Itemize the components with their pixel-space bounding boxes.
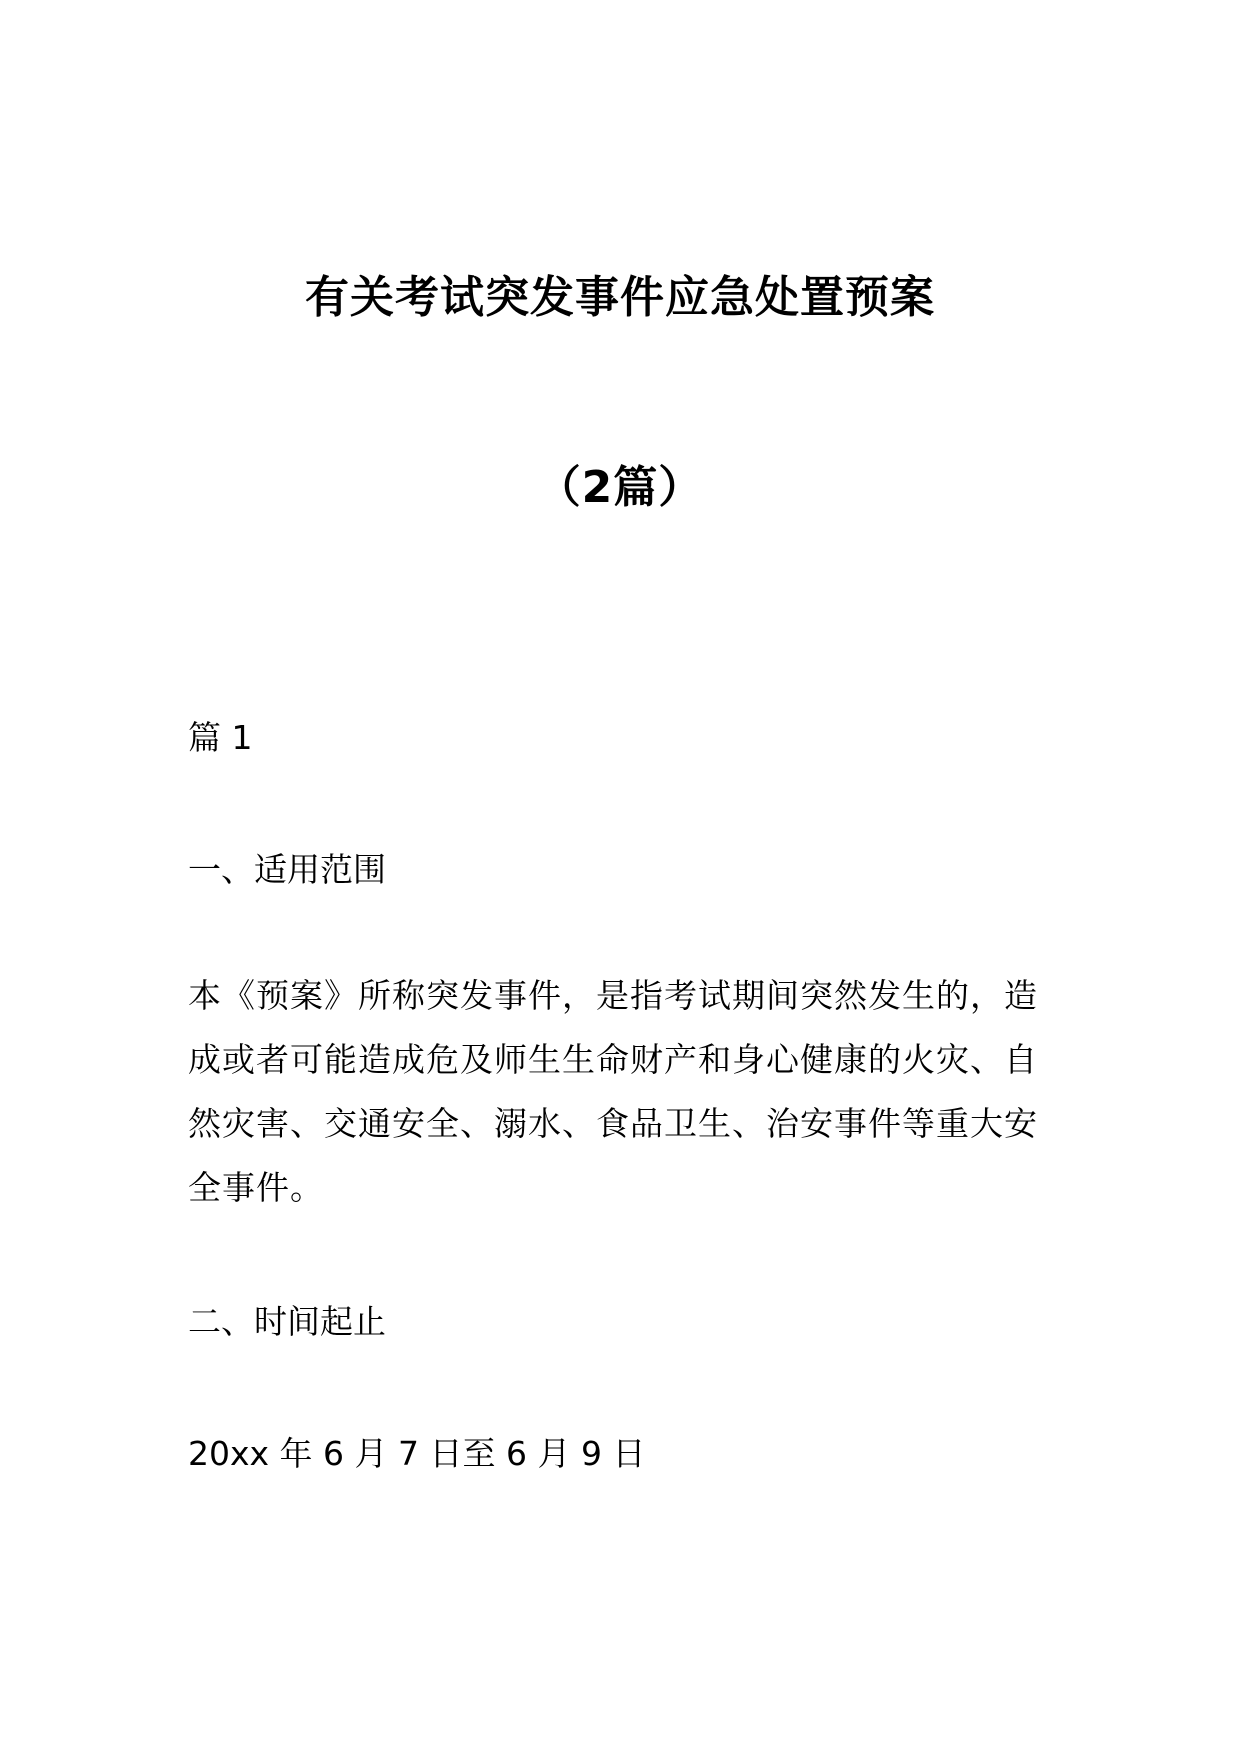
document-subtitle: （2篇） bbox=[536, 462, 704, 513]
section-heading-scope: 一、适用范围 bbox=[188, 850, 386, 889]
document-title: 有关考试突发事件应急处置预案 bbox=[305, 272, 935, 323]
section-heading-time: 二、时间起止 bbox=[188, 1302, 386, 1341]
section-paragraph-time: 20xx 年 6 月 7 日至 6 月 9 日 bbox=[188, 1434, 646, 1473]
section-paragraph-scope: 本《预案》所称突发事件，是指考试期间突然发生的，造成或者可能造成危及师生生命财产和身心健康的火灾、自然灾害、交通安全、溺水、食品卫生、治安事件等重大安全事件。 bbox=[188, 976, 1038, 1207]
part-label: 篇 1 bbox=[188, 718, 253, 757]
